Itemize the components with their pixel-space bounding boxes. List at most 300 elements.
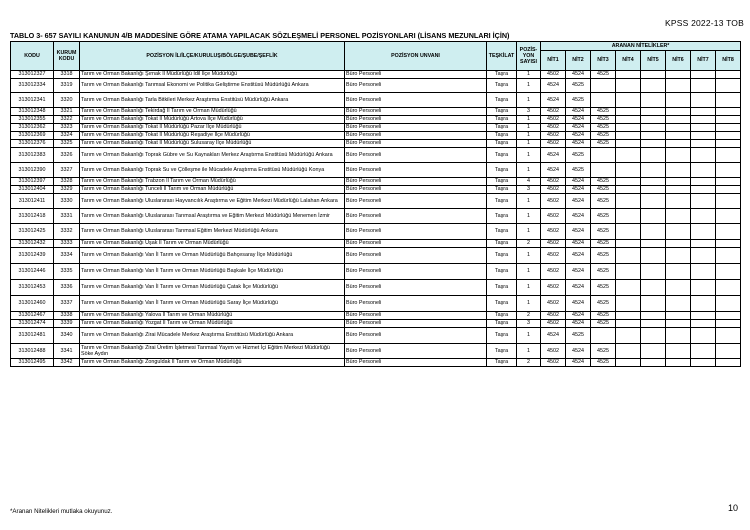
cell-nit7 [691, 163, 716, 178]
cell-nit3: 4525 [591, 132, 616, 140]
cell-nit5 [641, 79, 666, 93]
cell-teskilat: Taşra [487, 71, 517, 79]
table-row [11, 148, 741, 163]
cell-nit2: 4524 [566, 71, 591, 79]
cell-nit3: 4525 [591, 224, 616, 240]
cell-nit5 [641, 186, 666, 194]
cell-birim: Tarım ve Orman Bakanlığı Van İl Tarım ve Orman Müdürlüğü Bahçesaray İlçe Müdürlüğü [80, 248, 345, 264]
cell-nit8 [716, 163, 741, 178]
cell-nit3: 4525 [591, 359, 616, 367]
cell-teskilat: Taşra [487, 108, 517, 116]
cell-nit4 [616, 280, 641, 296]
cell-kurum-kodu: 3320 [54, 93, 80, 108]
cell-birim: Tarım ve Orman Bakanlığı Uluslararası Hayvancılık Araştırma ve Eğitim Merkezi Müdürlüğü Lalahan Ankara [80, 194, 345, 209]
header-unvan: POZİSYON UNVANI [345, 42, 487, 71]
cell-nit7 [691, 93, 716, 108]
cell-birim: Tarım ve Orman Bakanlığı Trabzon İl Tarım ve Orman Müdürlüğü [80, 178, 345, 186]
cell-nit7 [691, 148, 716, 163]
cell-nit8 [716, 132, 741, 140]
cell-teskilat: Taşra [487, 240, 517, 248]
cell-nit4 [616, 124, 641, 132]
header-aranan-nitelikler: ARANAN NİTELİKLER* [541, 42, 741, 51]
cell-pozisyon-sayisi: 1 [517, 124, 541, 132]
cell-nit5 [641, 344, 666, 359]
table-row [11, 79, 741, 93]
cell-pozisyon-sayisi: 1 [517, 264, 541, 280]
cell-nit6 [666, 224, 691, 240]
cell-nit1: 4502 [541, 186, 566, 194]
cell-nit8 [716, 224, 741, 240]
table-row [11, 320, 741, 328]
cell-nit1: 4502 [541, 178, 566, 186]
cell-kodu: 313012474 [11, 320, 54, 328]
cell-birim: Tarım ve Orman Bakanlığı Uluslararası Tarımsal Araştırma ve Eğitim Merkezi Müdürlüğü Menemen İzmir [80, 209, 345, 224]
cell-nit3 [591, 328, 616, 344]
cell-nit5 [641, 296, 666, 312]
cell-nit3: 4525 [591, 71, 616, 79]
cell-kurum-kodu: 3330 [54, 194, 80, 209]
cell-teskilat: Taşra [487, 132, 517, 140]
cell-kurum-kodu: 3335 [54, 264, 80, 280]
cell-nit4 [616, 132, 641, 140]
cell-nit5 [641, 194, 666, 209]
cell-kurum-kodu: 3327 [54, 163, 80, 178]
cell-kodu: 313012327 [11, 71, 54, 79]
cell-nit3: 4525 [591, 108, 616, 116]
cell-nit5 [641, 93, 666, 108]
cell-teskilat: Taşra [487, 79, 517, 93]
cell-nit4 [616, 71, 641, 79]
cell-unvan: Büro Personeli [345, 328, 487, 344]
cell-nit7 [691, 178, 716, 186]
table-row [11, 280, 741, 296]
cell-nit5 [641, 108, 666, 116]
cell-unvan: Büro Personeli [345, 132, 487, 140]
cell-nit5 [641, 124, 666, 132]
cell-pozisyon-sayisi: 2 [517, 359, 541, 367]
cell-kurum-kodu: 3336 [54, 280, 80, 296]
cell-nit7 [691, 264, 716, 280]
cell-nit1: 4524 [541, 148, 566, 163]
cell-unvan: Büro Personeli [345, 264, 487, 280]
cell-nit3: 4525 [591, 124, 616, 132]
cell-kodu: 313012362 [11, 124, 54, 132]
cell-nit3 [591, 163, 616, 178]
cell-nit7 [691, 186, 716, 194]
cell-unvan: Büro Personeli [345, 116, 487, 124]
cell-nit8 [716, 79, 741, 93]
cell-pozisyon-sayisi: 1 [517, 344, 541, 359]
header-nit8: NİT8 [716, 51, 741, 71]
cell-nit3: 4525 [591, 264, 616, 280]
header-nit7: NİT7 [691, 51, 716, 71]
cell-nit2: 4524 [566, 264, 591, 280]
cell-nit7 [691, 79, 716, 93]
cell-kodu: 313012404 [11, 186, 54, 194]
table-row [11, 224, 741, 240]
cell-nit7 [691, 132, 716, 140]
cell-nit5 [641, 312, 666, 320]
cell-nit4 [616, 116, 641, 124]
header-pozisyon-sayisi: POZİS-YON SAYISI [517, 42, 541, 71]
header-nit1: NİT1 [541, 51, 566, 71]
cell-unvan: Büro Personeli [345, 124, 487, 132]
cell-nit1: 4502 [541, 224, 566, 240]
cell-nit2: 4524 [566, 296, 591, 312]
cell-teskilat: Taşra [487, 248, 517, 264]
table-row [11, 264, 741, 280]
cell-nit1: 4502 [541, 140, 566, 148]
cell-unvan: Büro Personeli [345, 186, 487, 194]
cell-pozisyon-sayisi: 2 [517, 312, 541, 320]
table-body [11, 71, 741, 367]
cell-birim: Tarım ve Orman Bakanlığı Tarımsal Ekonomi ve Politika Geliştirme Enstitüsü Müdürlüğü Ankara [80, 79, 345, 93]
cell-nit4 [616, 264, 641, 280]
cell-kurum-kodu: 3339 [54, 320, 80, 328]
cell-nit2: 4524 [566, 280, 591, 296]
cell-nit2: 4524 [566, 240, 591, 248]
cell-nit1: 4502 [541, 194, 566, 209]
cell-unvan: Büro Personeli [345, 71, 487, 79]
cell-pozisyon-sayisi: 1 [517, 248, 541, 264]
cell-nit4 [616, 296, 641, 312]
cell-nit5 [641, 240, 666, 248]
cell-pozisyon-sayisi: 4 [517, 178, 541, 186]
cell-nit3: 4525 [591, 248, 616, 264]
cell-birim: Tarım ve Orman Bakanlığı Tunceli İl Tarım ve Orman Müdürlüğü [80, 186, 345, 194]
cell-pozisyon-sayisi: 1 [517, 163, 541, 178]
cell-nit4 [616, 186, 641, 194]
cell-nit7 [691, 116, 716, 124]
cell-nit3: 4525 [591, 320, 616, 328]
cell-nit4 [616, 163, 641, 178]
cell-teskilat: Taşra [487, 124, 517, 132]
cell-kodu: 313012355 [11, 116, 54, 124]
cell-nit8 [716, 209, 741, 224]
cell-pozisyon-sayisi: 1 [517, 224, 541, 240]
cell-nit4 [616, 240, 641, 248]
cell-nit7 [691, 296, 716, 312]
cell-birim: Tarım ve Orman Bakanlığı Tokat İl Müdürlüğü Artova İlçe Müdürlüğü [80, 116, 345, 124]
cell-birim: Tarım ve Orman Bakanlığı Yalova İl Tarım ve Orman Müdürlüğü [80, 312, 345, 320]
cell-nit2: 4524 [566, 359, 591, 367]
cell-nit4 [616, 79, 641, 93]
cell-kurum-kodu: 3328 [54, 178, 80, 186]
cell-pozisyon-sayisi: 1 [517, 140, 541, 148]
cell-unvan: Büro Personeli [345, 280, 487, 296]
cell-kurum-kodu: 3333 [54, 240, 80, 248]
cell-birim: Tarım ve Orman Bakanlığı Toprak Su ve Çölleşme ile Mücadele Araştırma Enstitüsü Müdürlüğü Konya [80, 163, 345, 178]
cell-teskilat: Taşra [487, 296, 517, 312]
cell-birim: Tarım ve Orman Bakanlığı Uluslararası Tarımsal Eğitim Merkezi Müdürlüğü Ankara [80, 224, 345, 240]
cell-nit7 [691, 280, 716, 296]
cell-nit2: 4524 [566, 186, 591, 194]
cell-teskilat: Taşra [487, 163, 517, 178]
cell-nit3: 4525 [591, 240, 616, 248]
table-row [11, 194, 741, 209]
cell-nit6 [666, 248, 691, 264]
cell-nit1: 4524 [541, 328, 566, 344]
cell-unvan: Büro Personeli [345, 296, 487, 312]
cell-nit8 [716, 320, 741, 328]
cell-kodu: 313012460 [11, 296, 54, 312]
cell-nit4 [616, 312, 641, 320]
cell-nit4 [616, 359, 641, 367]
cell-nit5 [641, 178, 666, 186]
cell-nit7 [691, 359, 716, 367]
cell-unvan: Büro Personeli [345, 163, 487, 178]
positions-table [10, 41, 741, 367]
cell-kurum-kodu: 3321 [54, 108, 80, 116]
table-row [11, 359, 741, 367]
table-row [11, 140, 741, 148]
cell-kurum-kodu: 3329 [54, 186, 80, 194]
cell-nit7 [691, 71, 716, 79]
footnote: *Aranan Nitelikleri mutlaka okuyunuz. [10, 508, 113, 515]
cell-nit8 [716, 194, 741, 209]
cell-pozisyon-sayisi: 3 [517, 108, 541, 116]
cell-kurum-kodu: 3338 [54, 312, 80, 320]
cell-nit1: 4502 [541, 248, 566, 264]
cell-unvan: Büro Personeli [345, 312, 487, 320]
cell-kodu: 313012467 [11, 312, 54, 320]
cell-nit6 [666, 194, 691, 209]
cell-nit1: 4502 [541, 312, 566, 320]
cell-teskilat: Taşra [487, 194, 517, 209]
cell-teskilat: Taşra [487, 116, 517, 124]
cell-nit1: 4524 [541, 79, 566, 93]
cell-nit8 [716, 240, 741, 248]
cell-nit7 [691, 248, 716, 264]
cell-pozisyon-sayisi: 1 [517, 93, 541, 108]
cell-nit8 [716, 359, 741, 367]
cell-nit3: 4525 [591, 280, 616, 296]
cell-nit4 [616, 148, 641, 163]
cell-teskilat: Taşra [487, 264, 517, 280]
cell-nit8 [716, 186, 741, 194]
cell-nit1: 4502 [541, 116, 566, 124]
cell-kodu: 313012369 [11, 132, 54, 140]
cell-pozisyon-sayisi: 3 [517, 186, 541, 194]
cell-nit2: 4524 [566, 312, 591, 320]
cell-nit7 [691, 240, 716, 248]
cell-kurum-kodu: 3318 [54, 71, 80, 79]
cell-nit6 [666, 124, 691, 132]
cell-kodu: 313012348 [11, 108, 54, 116]
cell-birim: Tarım ve Orman Bakanlığı Tarla Bitkileri Merkez Araştırma Enstitüsü Müdürlüğü Ankara [80, 93, 345, 108]
cell-nit8 [716, 116, 741, 124]
cell-unvan: Büro Personeli [345, 209, 487, 224]
cell-pozisyon-sayisi: 1 [517, 296, 541, 312]
cell-nit1: 4502 [541, 280, 566, 296]
header-nit5: NİT5 [641, 51, 666, 71]
table-row [11, 328, 741, 344]
cell-nit1: 4502 [541, 124, 566, 132]
cell-nit5 [641, 71, 666, 79]
cell-pozisyon-sayisi: 1 [517, 132, 541, 140]
cell-nit6 [666, 163, 691, 178]
cell-nit5 [641, 320, 666, 328]
cell-nit2: 4524 [566, 194, 591, 209]
cell-nit5 [641, 280, 666, 296]
cell-nit6 [666, 178, 691, 186]
cell-unvan: Büro Personeli [345, 140, 487, 148]
cell-birim: Tarım ve Orman Bakanlığı Van İl Tarım ve Orman Müdürlüğü Çatak İlçe Müdürlüğü [80, 280, 345, 296]
table-row [11, 93, 741, 108]
cell-kurum-kodu: 3331 [54, 209, 80, 224]
cell-teskilat: Taşra [487, 209, 517, 224]
cell-birim: Tarım ve Orman Bakanlığı Tokat İl Müdürlüğü Reşadiye İlçe Müdürlüğü [80, 132, 345, 140]
cell-pozisyon-sayisi: 1 [517, 148, 541, 163]
cell-kodu: 313012439 [11, 248, 54, 264]
cell-teskilat: Taşra [487, 328, 517, 344]
cell-nit3: 4525 [591, 209, 616, 224]
cell-nit7 [691, 328, 716, 344]
cell-pozisyon-sayisi: 1 [517, 71, 541, 79]
exam-code-header: KPSS 2022-13 TOB [665, 18, 744, 28]
cell-nit6 [666, 296, 691, 312]
cell-unvan: Büro Personeli [345, 320, 487, 328]
cell-nit8 [716, 124, 741, 132]
cell-kurum-kodu: 3319 [54, 79, 80, 93]
cell-nit5 [641, 116, 666, 124]
cell-unvan: Büro Personeli [345, 148, 487, 163]
cell-nit6 [666, 240, 691, 248]
cell-unvan: Büro Personeli [345, 248, 487, 264]
cell-nit1: 4524 [541, 163, 566, 178]
cell-nit4 [616, 248, 641, 264]
page-number: 10 [727, 503, 738, 513]
cell-nit7 [691, 312, 716, 320]
cell-nit7 [691, 124, 716, 132]
cell-nit6 [666, 320, 691, 328]
cell-nit4 [616, 328, 641, 344]
cell-kodu: 313012411 [11, 194, 54, 209]
cell-nit7 [691, 140, 716, 148]
cell-birim: Tarım ve Orman Bakanlığı Uşak İl Tarım ve Orman Müdürlüğü [80, 240, 345, 248]
header-kodu: KODU [11, 42, 54, 71]
cell-nit6 [666, 148, 691, 163]
cell-nit7 [691, 194, 716, 209]
cell-nit3: 4525 [591, 312, 616, 320]
cell-nit1: 4502 [541, 209, 566, 224]
cell-nit2: 4524 [566, 124, 591, 132]
cell-nit4 [616, 108, 641, 116]
cell-teskilat: Taşra [487, 344, 517, 359]
cell-nit3 [591, 148, 616, 163]
cell-teskilat: Taşra [487, 186, 517, 194]
cell-teskilat: Taşra [487, 320, 517, 328]
cell-birim: Tarım ve Orman Bakanlığı Van İl Tarım ve Orman Müdürlüğü Başkale İlçe Müdürlüğü [80, 264, 345, 280]
table-row [11, 344, 741, 359]
cell-nit2: 4524 [566, 140, 591, 148]
cell-kodu: 313012425 [11, 224, 54, 240]
cell-nit5 [641, 132, 666, 140]
cell-nit8 [716, 93, 741, 108]
cell-nit6 [666, 140, 691, 148]
header-nit4: NİT4 [616, 51, 641, 71]
cell-nit2: 4525 [566, 93, 591, 108]
cell-nit6 [666, 93, 691, 108]
cell-kurum-kodu: 3326 [54, 148, 80, 163]
cell-kurum-kodu: 3342 [54, 359, 80, 367]
cell-nit7 [691, 209, 716, 224]
cell-nit2: 4525 [566, 328, 591, 344]
cell-kodu: 313012376 [11, 140, 54, 148]
table-row [11, 296, 741, 312]
cell-teskilat: Taşra [487, 140, 517, 148]
cell-kodu: 313012495 [11, 359, 54, 367]
header-nit6: NİT6 [666, 51, 691, 71]
cell-birim: Tarım ve Orman Bakanlığı Zonguldak İl Tarım ve Orman Müdürlüğü [80, 359, 345, 367]
cell-pozisyon-sayisi: 1 [517, 209, 541, 224]
cell-unvan: Büro Personeli [345, 93, 487, 108]
cell-kodu: 313012432 [11, 240, 54, 248]
cell-kurum-kodu: 3324 [54, 132, 80, 140]
cell-nit2: 4524 [566, 178, 591, 186]
cell-kurum-kodu: 3337 [54, 296, 80, 312]
cell-nit8 [716, 140, 741, 148]
cell-nit6 [666, 328, 691, 344]
cell-nit8 [716, 108, 741, 116]
cell-kodu: 313012383 [11, 148, 54, 163]
cell-nit2: 4524 [566, 132, 591, 140]
cell-nit6 [666, 186, 691, 194]
cell-nit8 [716, 328, 741, 344]
cell-teskilat: Taşra [487, 224, 517, 240]
cell-nit2: 4525 [566, 163, 591, 178]
cell-pozisyon-sayisi: 2 [517, 240, 541, 248]
cell-nit8 [716, 312, 741, 320]
cell-nit1: 4502 [541, 296, 566, 312]
cell-nit1: 4524 [541, 93, 566, 108]
cell-nit4 [616, 140, 641, 148]
cell-nit4 [616, 320, 641, 328]
cell-kurum-kodu: 3332 [54, 224, 80, 240]
cell-nit1: 4502 [541, 132, 566, 140]
cell-nit2: 4525 [566, 148, 591, 163]
cell-birim: Tarım ve Orman Bakanlığı Zirai Mücadele Merkez Araştırma Enstitüsü Müdürlüğü Ankara [80, 328, 345, 344]
cell-nit3: 4525 [591, 140, 616, 148]
cell-kodu: 313012446 [11, 264, 54, 280]
cell-nit6 [666, 79, 691, 93]
cell-nit6 [666, 116, 691, 124]
cell-nit2: 4524 [566, 344, 591, 359]
cell-nit2: 4524 [566, 116, 591, 124]
cell-unvan: Büro Personeli [345, 79, 487, 93]
cell-kodu: 313012334 [11, 79, 54, 93]
cell-nit1: 4502 [541, 320, 566, 328]
cell-nit5 [641, 224, 666, 240]
table-title: TABLO 3- 657 SAYILI KANUNUN 4/B MADDESİNE GÖRE ATAMA YAPILACAK SÖZLEŞMELİ PERSONEL POZİSYONLARI (LİSANS MEZUNLARI İÇİN) [10, 31, 510, 40]
cell-nit1: 4502 [541, 344, 566, 359]
cell-nit6 [666, 312, 691, 320]
cell-nit6 [666, 359, 691, 367]
cell-nit3: 4525 [591, 194, 616, 209]
cell-nit8 [716, 296, 741, 312]
table-row [11, 186, 741, 194]
cell-nit1: 4502 [541, 359, 566, 367]
cell-nit1: 4502 [541, 71, 566, 79]
cell-birim: Tarım ve Orman Bakanlığı Tokat İl Müdürlüğü Pazar İlçe Müdürlüğü [80, 124, 345, 132]
header-nit2: NİT2 [566, 51, 591, 71]
cell-pozisyon-sayisi: 1 [517, 328, 541, 344]
cell-nit2: 4524 [566, 224, 591, 240]
cell-kurum-kodu: 3323 [54, 124, 80, 132]
cell-birim: Tarım ve Orman Bakanlığı Tokat İl Müdürlüğü Sulusaray İlçe Müdürlüğü [80, 140, 345, 148]
cell-unvan: Büro Personeli [345, 240, 487, 248]
cell-kurum-kodu: 3334 [54, 248, 80, 264]
